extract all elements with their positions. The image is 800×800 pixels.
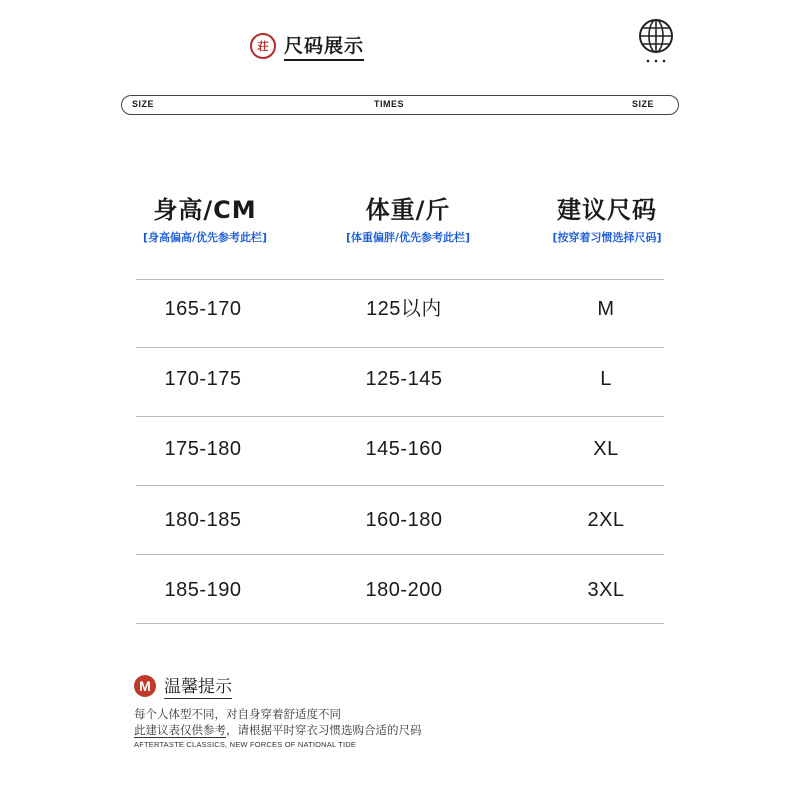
- weight-cell: 180-200: [365, 579, 443, 601]
- size-cell: 2XL: [587, 509, 625, 531]
- size-times-bar: [121, 95, 679, 115]
- column-header-size: [497, 190, 717, 245]
- height-cell: 180-185: [164, 509, 242, 531]
- weight-cell: 145-160: [365, 438, 443, 460]
- table-row: [0, 344, 800, 414]
- tips-header: [134, 672, 232, 699]
- tips-line-2-underlined: 此建议表仅供参考: [134, 723, 226, 737]
- column-subtitle: [按穿着习惯选择尺码]: [552, 231, 662, 244]
- column-header-weight: [298, 190, 518, 245]
- brand-logo-text: 荘: [257, 40, 269, 53]
- column-title: 身高/CM: [153, 196, 257, 224]
- column-title: 建议尺码: [557, 196, 657, 224]
- tips-line-2-rest: ，请根据平时穿衣习惯选购合适的尺码: [226, 723, 422, 737]
- tips-line-1: 每个人体型不同，对自身穿着舒适度不同: [134, 707, 341, 721]
- tips-title: 温馨提示: [164, 672, 232, 699]
- table-row: [0, 414, 800, 484]
- size-cell: 3XL: [587, 579, 625, 601]
- height-cell: 175-180: [164, 438, 242, 460]
- column-subtitle: [体重偏胖/优先参考此栏]: [345, 231, 471, 244]
- height-cell: 165-170: [164, 298, 242, 320]
- page-header: [250, 32, 364, 60]
- size-cell: XL: [593, 438, 619, 460]
- brand-logo: [250, 33, 276, 59]
- column-title: 体重/斤: [365, 196, 451, 224]
- bar-center-label: TIMES: [374, 99, 405, 109]
- tips-logo-text: M: [139, 677, 151, 694]
- tips-english-slogan: AFTERTASTE CLASSICS, NEW FORCES OF NATIONAL TIDE: [134, 740, 357, 749]
- size-cell: M: [597, 298, 615, 320]
- globe-icon: [636, 18, 676, 66]
- bar-left-label: SIZE: [132, 99, 155, 109]
- weight-cell: 125-145: [365, 368, 443, 390]
- table-row: [0, 485, 800, 555]
- table-row: [0, 274, 800, 344]
- tips-line-2: [134, 722, 422, 738]
- size-cell: L: [600, 368, 612, 390]
- bar-right-label: SIZE: [631, 99, 654, 109]
- tips-logo: [134, 675, 156, 697]
- height-cell: 170-175: [164, 368, 242, 390]
- height-cell: 185-190: [164, 579, 242, 601]
- table-row: [0, 555, 800, 625]
- weight-cell: 160-180: [365, 509, 443, 531]
- column-header-height: [95, 190, 315, 245]
- column-subtitle: [身高偏高/优先参考此栏]: [142, 231, 268, 244]
- page-title: 尺码展示: [284, 31, 364, 61]
- weight-cell: 125以内: [366, 298, 442, 320]
